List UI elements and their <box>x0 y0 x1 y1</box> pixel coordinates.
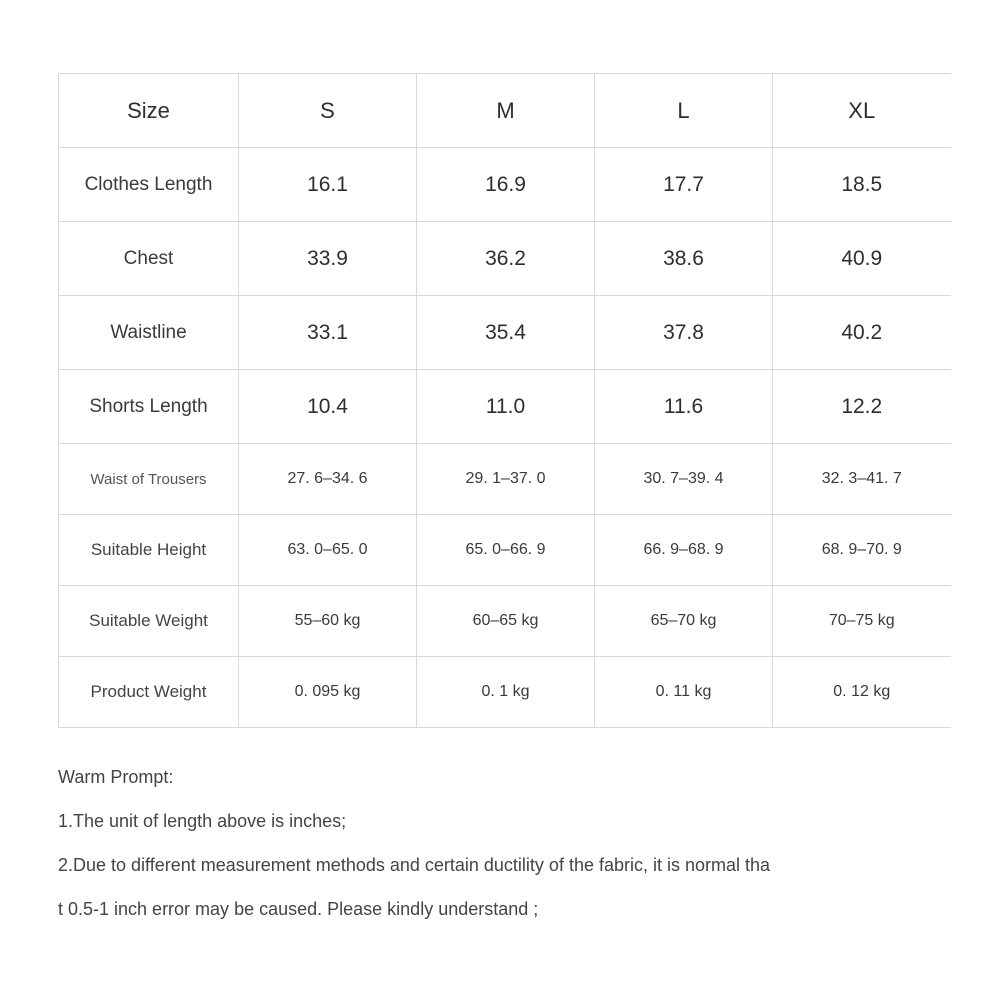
row-label: Chest <box>59 222 239 296</box>
table-cell: 32. 3–41. 7 <box>773 444 951 515</box>
header-l: L <box>595 74 773 148</box>
table-cell: 60–65 kg <box>417 586 595 657</box>
table-cell: 18.5 <box>773 148 951 222</box>
table-cell: 65. 0–66. 9 <box>417 515 595 586</box>
table-row-suitable-height <box>59 515 951 586</box>
table-cell: 63. 0–65. 0 <box>239 515 417 586</box>
table-cell: 38.6 <box>595 222 773 296</box>
row-label: Suitable Height <box>59 515 239 586</box>
table-cell: 12.2 <box>773 370 951 444</box>
table-cell: 33.9 <box>239 222 417 296</box>
header-size: Size <box>59 74 239 148</box>
table-row-waist-of-trousers <box>59 444 951 515</box>
row-label: Waist of Trousers <box>59 444 239 515</box>
table-cell: 0. 1 kg <box>417 657 595 728</box>
table-cell: 27. 6–34. 6 <box>239 444 417 515</box>
table-row-waistline <box>59 296 951 370</box>
table-row-clothes-length <box>59 148 951 222</box>
warm-prompt-notes <box>58 762 958 938</box>
table-cell: 65–70 kg <box>595 586 773 657</box>
table-cell: 37.8 <box>595 296 773 370</box>
row-label: Clothes Length <box>59 148 239 222</box>
table-cell: 0. 11 kg <box>595 657 773 728</box>
table-cell: 35.4 <box>417 296 595 370</box>
row-label: Product Weight <box>59 657 239 728</box>
table-row-shorts-length <box>59 370 951 444</box>
table-cell: 16.9 <box>417 148 595 222</box>
notes-title: Warm Prompt: <box>58 767 174 787</box>
table-header-row <box>59 74 951 148</box>
table-cell: 10.4 <box>239 370 417 444</box>
note-line-3: t 0.5-1 inch error may be caused. Please kindly understand ; <box>58 899 539 919</box>
table-cell: 30. 7–39. 4 <box>595 444 773 515</box>
table-cell: 17.7 <box>595 148 773 222</box>
table-cell: 0. 12 kg <box>773 657 951 728</box>
row-label: Suitable Weight <box>59 586 239 657</box>
header-xl: XL <box>773 74 951 148</box>
table-cell: 36.2 <box>417 222 595 296</box>
note-line-1: 1.The unit of length above is inches; <box>58 811 347 831</box>
row-label: Shorts Length <box>59 370 239 444</box>
table-row-chest <box>59 222 951 296</box>
table-cell: 66. 9–68. 9 <box>595 515 773 586</box>
table-cell: 33.1 <box>239 296 417 370</box>
table-cell: 55–60 kg <box>239 586 417 657</box>
header-s: S <box>239 74 417 148</box>
table-cell: 40.9 <box>773 222 951 296</box>
table-cell: 70–75 kg <box>773 586 951 657</box>
row-label: Waistline <box>59 296 239 370</box>
table-cell: 11.0 <box>417 370 595 444</box>
header-m: M <box>417 74 595 148</box>
table-cell: 40.2 <box>773 296 951 370</box>
table-cell: 68. 9–70. 9 <box>773 515 951 586</box>
table-row-product-weight <box>59 657 951 728</box>
size-chart-table <box>58 73 951 728</box>
table-cell: 0. 095 kg <box>239 657 417 728</box>
note-line-2: 2.Due to different measurement methods and certain ductility of the fabric, it is normal tha <box>58 855 771 875</box>
table-cell: 11.6 <box>595 370 773 444</box>
table-cell: 16.1 <box>239 148 417 222</box>
table-row-suitable-weight <box>59 586 951 657</box>
table-cell: 29. 1–37. 0 <box>417 444 595 515</box>
